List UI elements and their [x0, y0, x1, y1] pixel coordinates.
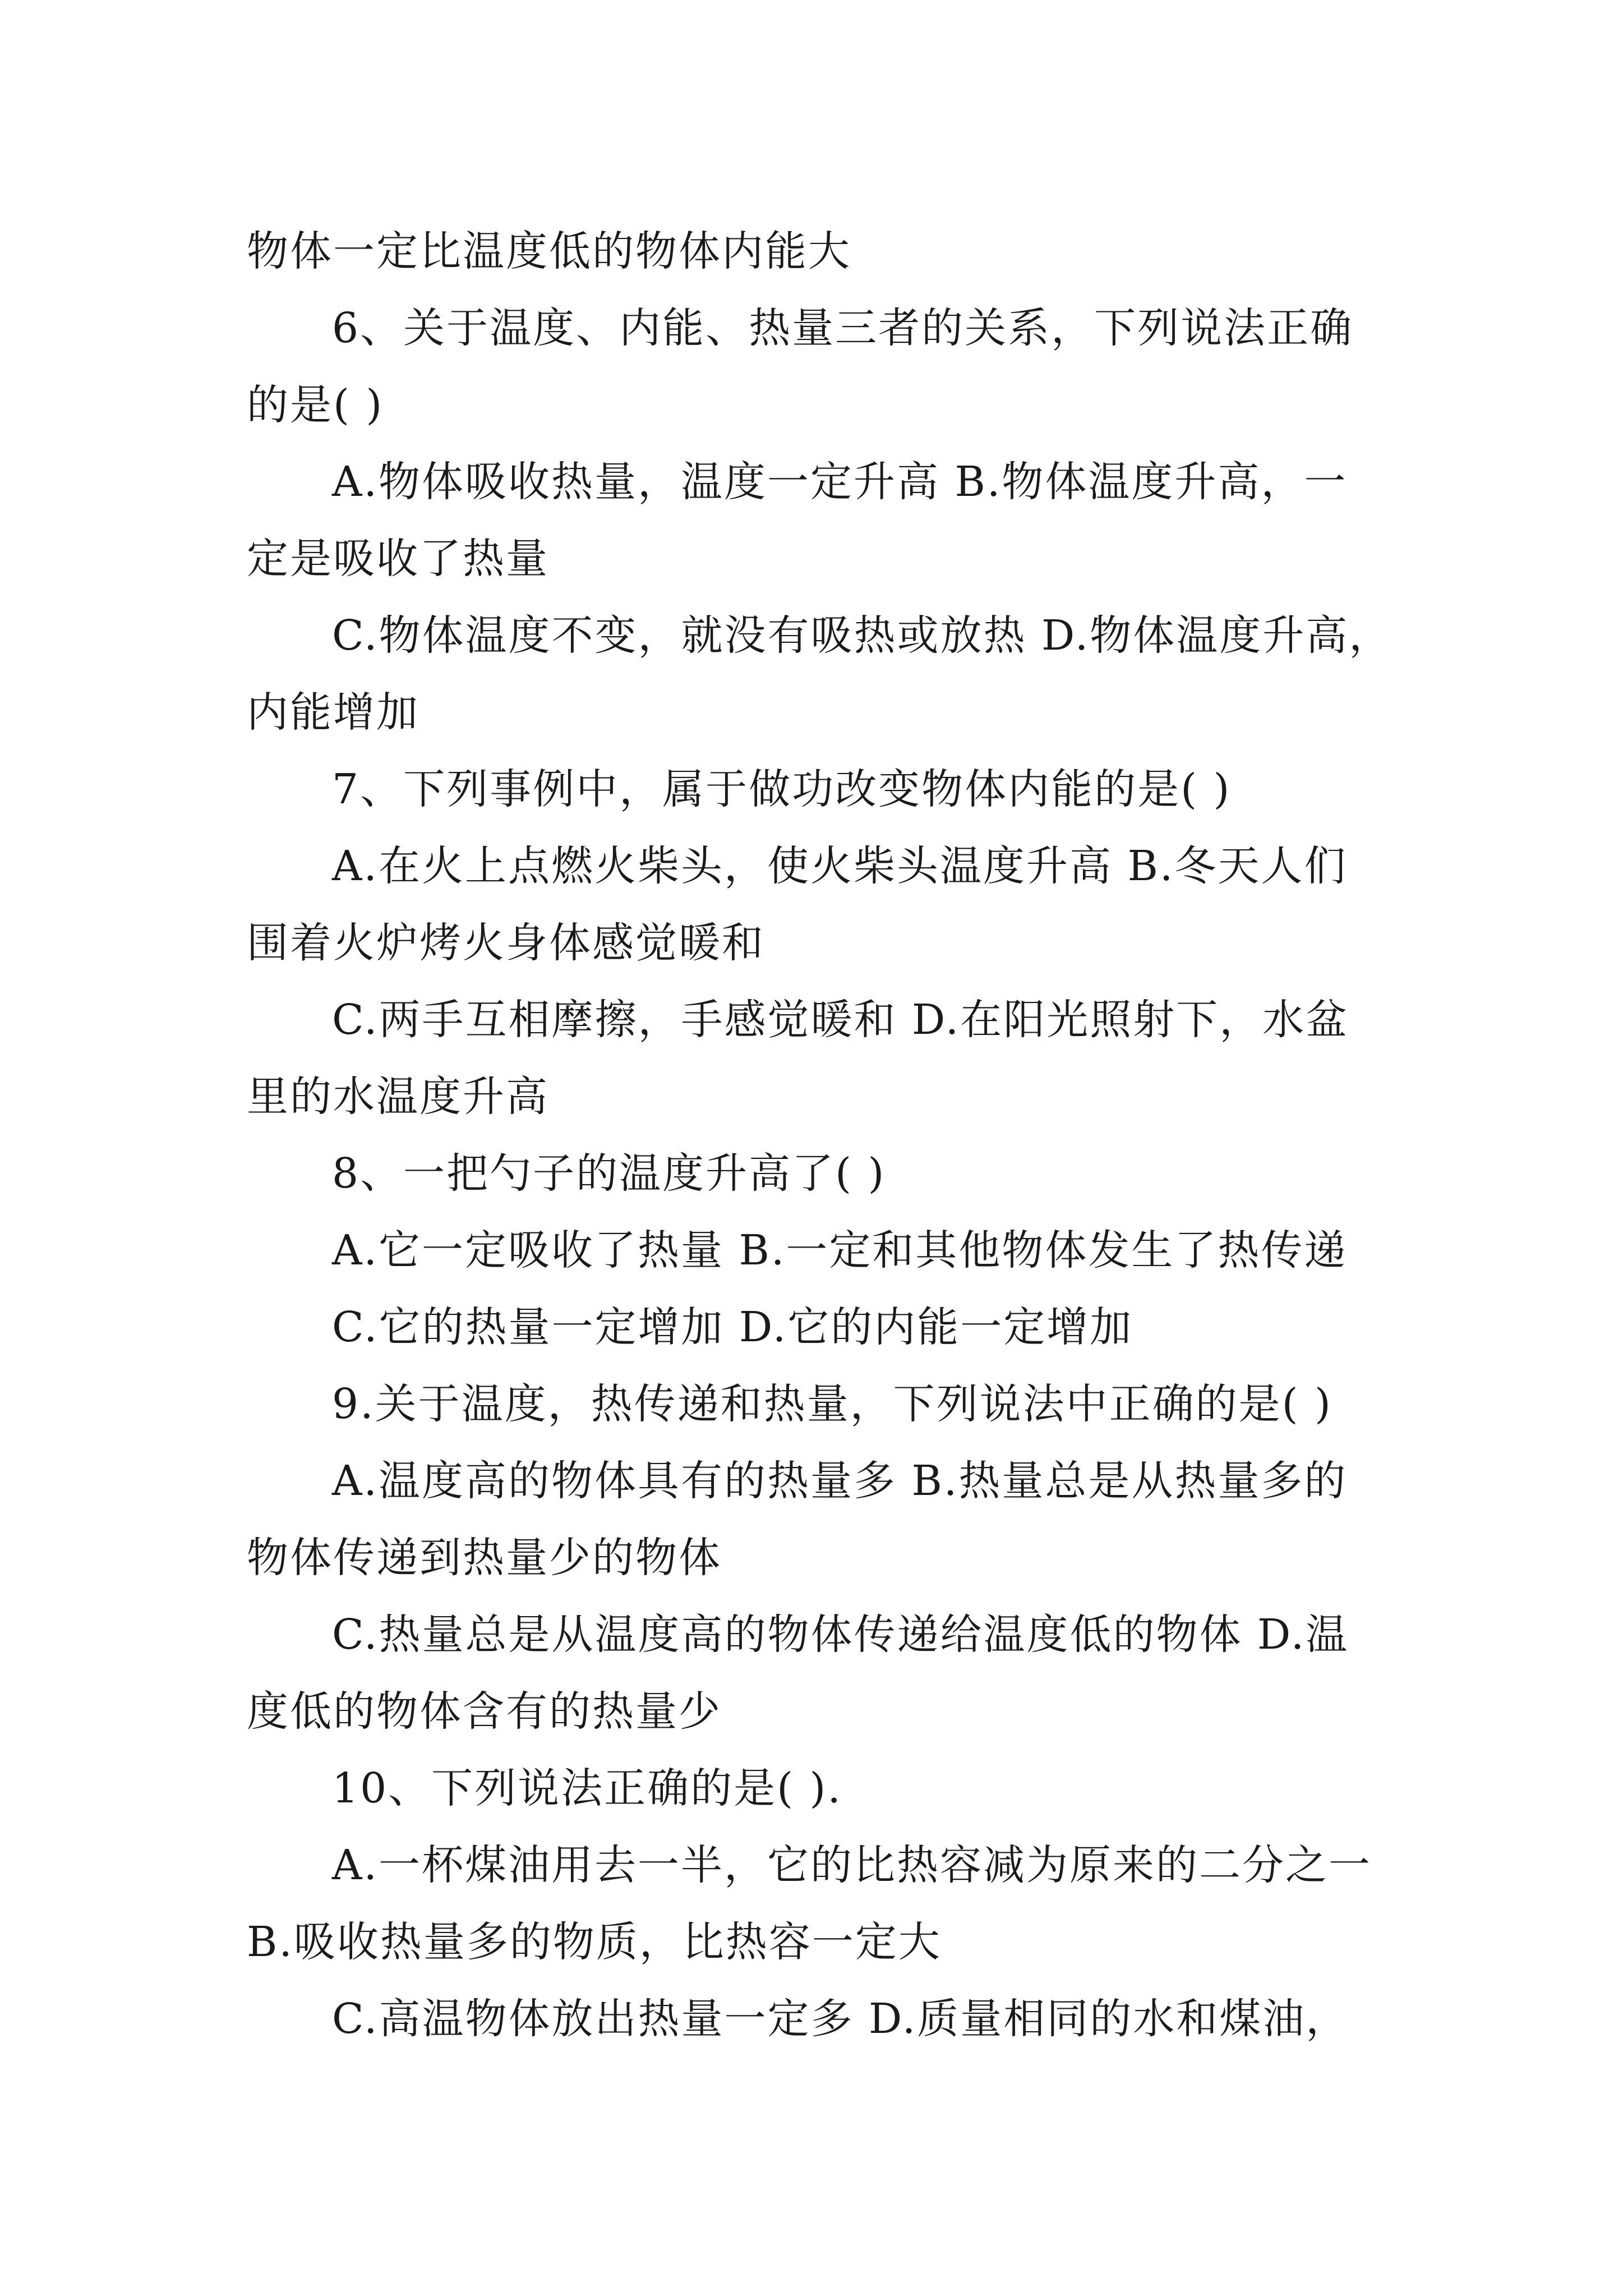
text-line: 定是吸收了热量 — [247, 535, 549, 583]
question-7-options-ab: A.在火上点燃火柴头，使火柴头温度升高 B.冬天人们 — [332, 842, 1348, 890]
question-10-option-a: A.一杯煤油用去一半，它的比热容减为原来的二分之一 — [332, 1841, 1372, 1889]
question-10-options-cd: C.高温物体放出热量一定多 D.质量相同的水和煤油， — [332, 1995, 1349, 2043]
question-7-stem: 7、下列事例中，属于做功改变物体内能的是( ) — [332, 765, 1232, 813]
text-line: 内能增加 — [247, 688, 419, 737]
question-9-options-ab: A.温度高的物体具有的热量多 B.热量总是从热量多的 — [332, 1457, 1348, 1505]
question-6-options-ab: A.物体吸收热量，温度一定升高 B.物体温度升高，一 — [332, 458, 1348, 506]
text-line: 度低的物体含有的热量少 — [247, 1687, 722, 1736]
text-line: 的是( ) — [247, 381, 384, 429]
question-8-options-ab: A.它一定吸收了热量 B.一定和其他物体发生了热传递 — [332, 1226, 1348, 1274]
question-8-stem: 8、一把勺子的温度升高了( ) — [332, 1149, 886, 1198]
text-line: 里的水温度升高 — [247, 1073, 549, 1121]
question-7-options-cd: C.两手互相摩擦，手感觉暖和 D.在阳光照射下，水盆 — [332, 996, 1349, 1044]
document-body — [247, 213, 1391, 2058]
question-6-options-cd: C.物体温度不变，就没有吸热或放热 D.物体温度升高， — [332, 611, 1393, 660]
question-10-option-b: B.吸收热量多的物质，比热容一定大 — [247, 1918, 942, 1966]
question-8-options-cd: C.它的热量一定增加 D.它的内能一定增加 — [332, 1303, 1133, 1351]
text-line: 物体传递到热量少的物体 — [247, 1534, 722, 1582]
question-6-stem: 6、关于温度、内能、热量三者的关系，下列说法正确 — [332, 304, 1354, 352]
text-line: 围着火炉烤火身体感觉暖和 — [247, 919, 765, 967]
question-10-stem: 10、下列说法正确的是( ). — [332, 1764, 842, 1812]
question-9-stem: 9.关于温度，热传递和热量，下列说法中正确的是( ) — [332, 1380, 1332, 1428]
text-line: 物体一定比温度低的物体内能大 — [247, 227, 851, 275]
question-9-options-cd: C.热量总是从温度高的物体传递给温度低的物体 D.温 — [332, 1611, 1349, 1659]
